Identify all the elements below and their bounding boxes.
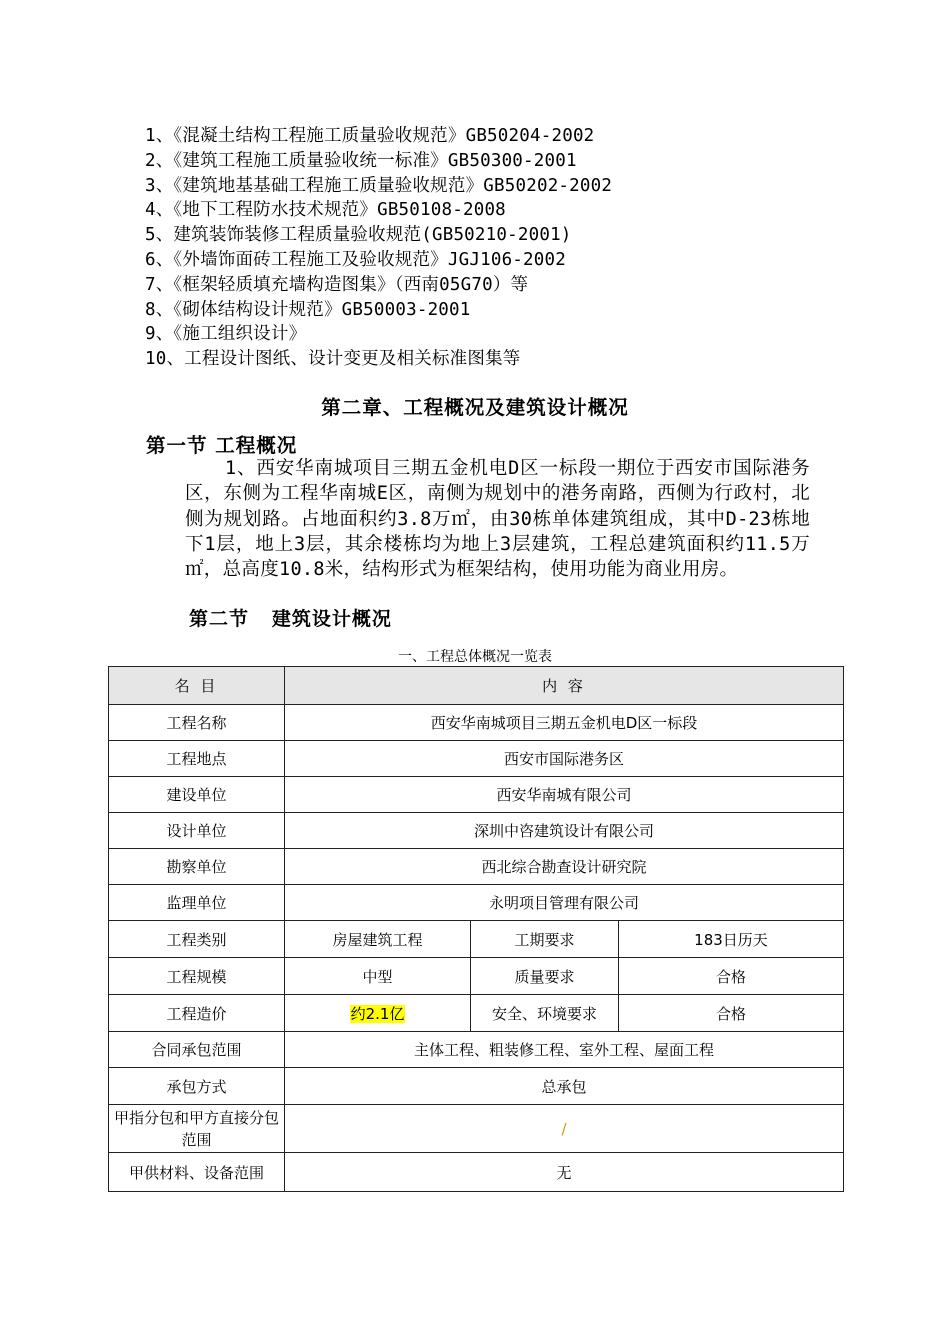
row-label-2: 质量要求 (471, 958, 619, 995)
row-value: 西北综合勘查设计研究院 (285, 849, 844, 885)
table-row (109, 849, 844, 885)
section-2-title: 第二节 建筑设计概况 (189, 608, 392, 630)
row-label: 甲供材料、设备范围 (109, 1153, 285, 1192)
table-row (109, 885, 844, 921)
row-label: 工程地点 (109, 741, 285, 777)
reference-item: 8、《砌体结构设计规范》GB50003-2001 (145, 299, 471, 320)
row-value: 房屋建筑工程 (285, 921, 471, 958)
table-row (109, 1032, 844, 1068)
reference-item: 9、《施工组织设计》 (145, 324, 307, 345)
row-value (285, 995, 471, 1032)
table-row (109, 813, 844, 849)
reference-list (145, 124, 845, 372)
highlighted-cost: 约2.1亿 (350, 1004, 405, 1023)
row-label: 承包方式 (109, 1068, 285, 1105)
row-value: 中型 (285, 958, 471, 995)
row-label: 合同承包范围 (109, 1032, 285, 1068)
row-label-2: 安全、环境要求 (471, 995, 619, 1032)
row-label: 工程规模 (109, 958, 285, 995)
row-label: 建设单位 (109, 777, 285, 813)
table-row (109, 1068, 844, 1105)
table-row (109, 741, 844, 777)
row-value: 无 (285, 1153, 844, 1192)
section-1-paragraph (185, 456, 810, 582)
row-label: 工程名称 (109, 705, 285, 741)
reference-item: 10、工程设计图纸、设计变更及相关标准图集等 (145, 349, 521, 370)
row-value: 永明项目管理有限公司 (285, 885, 844, 921)
chapter-title: 第二章、工程概况及建筑设计概况 (321, 396, 629, 419)
reference-item: 7、《框架轻质填充墙构造图集》（西南05G70）等 (145, 274, 529, 295)
row-value: 深圳中咨建筑设计有限公司 (285, 813, 844, 849)
table-header-row (109, 667, 844, 705)
table-row (109, 777, 844, 813)
row-value: 西安市国际港务区 (285, 741, 844, 777)
header-name-cell: 名 目 (109, 667, 285, 705)
reference-item: 2、《建筑工程施工质量验收统一标准》GB50300-2001 (145, 150, 577, 171)
reference-item: 1、《混凝土结构工程施工质量验收规范》GB50204-2002 (145, 126, 595, 146)
row-value (285, 1105, 844, 1153)
table-row (109, 1153, 844, 1192)
row-value: 总承包 (285, 1068, 844, 1105)
reference-item: 6、《外墙饰面砖工程施工及验收规范》JGJ106-2002 (145, 249, 566, 270)
row-value: 西安华南城有限公司 (285, 777, 844, 813)
row-value-2: 合格 (619, 995, 844, 1032)
row-value-2: 183日历天 (619, 921, 844, 958)
slash-mark: / (561, 1119, 567, 1138)
section-1-title: 第一节 工程概况 (146, 434, 298, 457)
row-label: 勘察单位 (109, 849, 285, 885)
row-label: 甲指分包和甲方直接分包范围 (109, 1105, 285, 1153)
header-content-cell: 内 容 (285, 667, 844, 705)
row-label: 工程类别 (109, 921, 285, 958)
row-label-2: 工期要求 (471, 921, 619, 958)
table-row (109, 995, 844, 1032)
table-row (109, 705, 844, 741)
table-row (109, 921, 844, 958)
table-caption: 一、工程总体概况一览表 (398, 649, 552, 665)
row-value: 西安华南城项目三期五金机电D区一标段 (285, 705, 844, 741)
reference-item: 3、《建筑地基基础工程施工质量验收规范》GB50202-2002 (145, 175, 613, 196)
reference-item: 5、建筑装饰装修工程质量验收规范(GB50210-2001) (145, 225, 572, 246)
table-row (109, 958, 844, 995)
row-label: 监理单位 (109, 885, 285, 921)
row-value-2: 合格 (619, 958, 844, 995)
paragraph-text: 1、西安华南城项目三期五金机电D区一标段一期位于西安市国际港务区，东侧为工程华南城E区，南侧为规划中的港务南路，西侧为行政村，北侧为规划路。占地面积约3.8万㎡，由30栋单体建筑组成，其中D-23栋地下1层，地上3层，其余楼栋均为地上3层建筑，工程总建筑面积约11.5万㎡，总高度10.8米，结构形式为框架结构，使用功能为商业用房。 (185, 458, 810, 581)
reference-item: 4、《地下工程防水技术规范》GB50108-2008 (145, 200, 506, 221)
overview-table (108, 666, 844, 1192)
row-value: 主体工程、粗装修工程、室外工程、屋面工程 (285, 1032, 844, 1068)
row-label: 工程造价 (109, 995, 285, 1032)
row-label: 设计单位 (109, 813, 285, 849)
table-row (109, 1105, 844, 1153)
